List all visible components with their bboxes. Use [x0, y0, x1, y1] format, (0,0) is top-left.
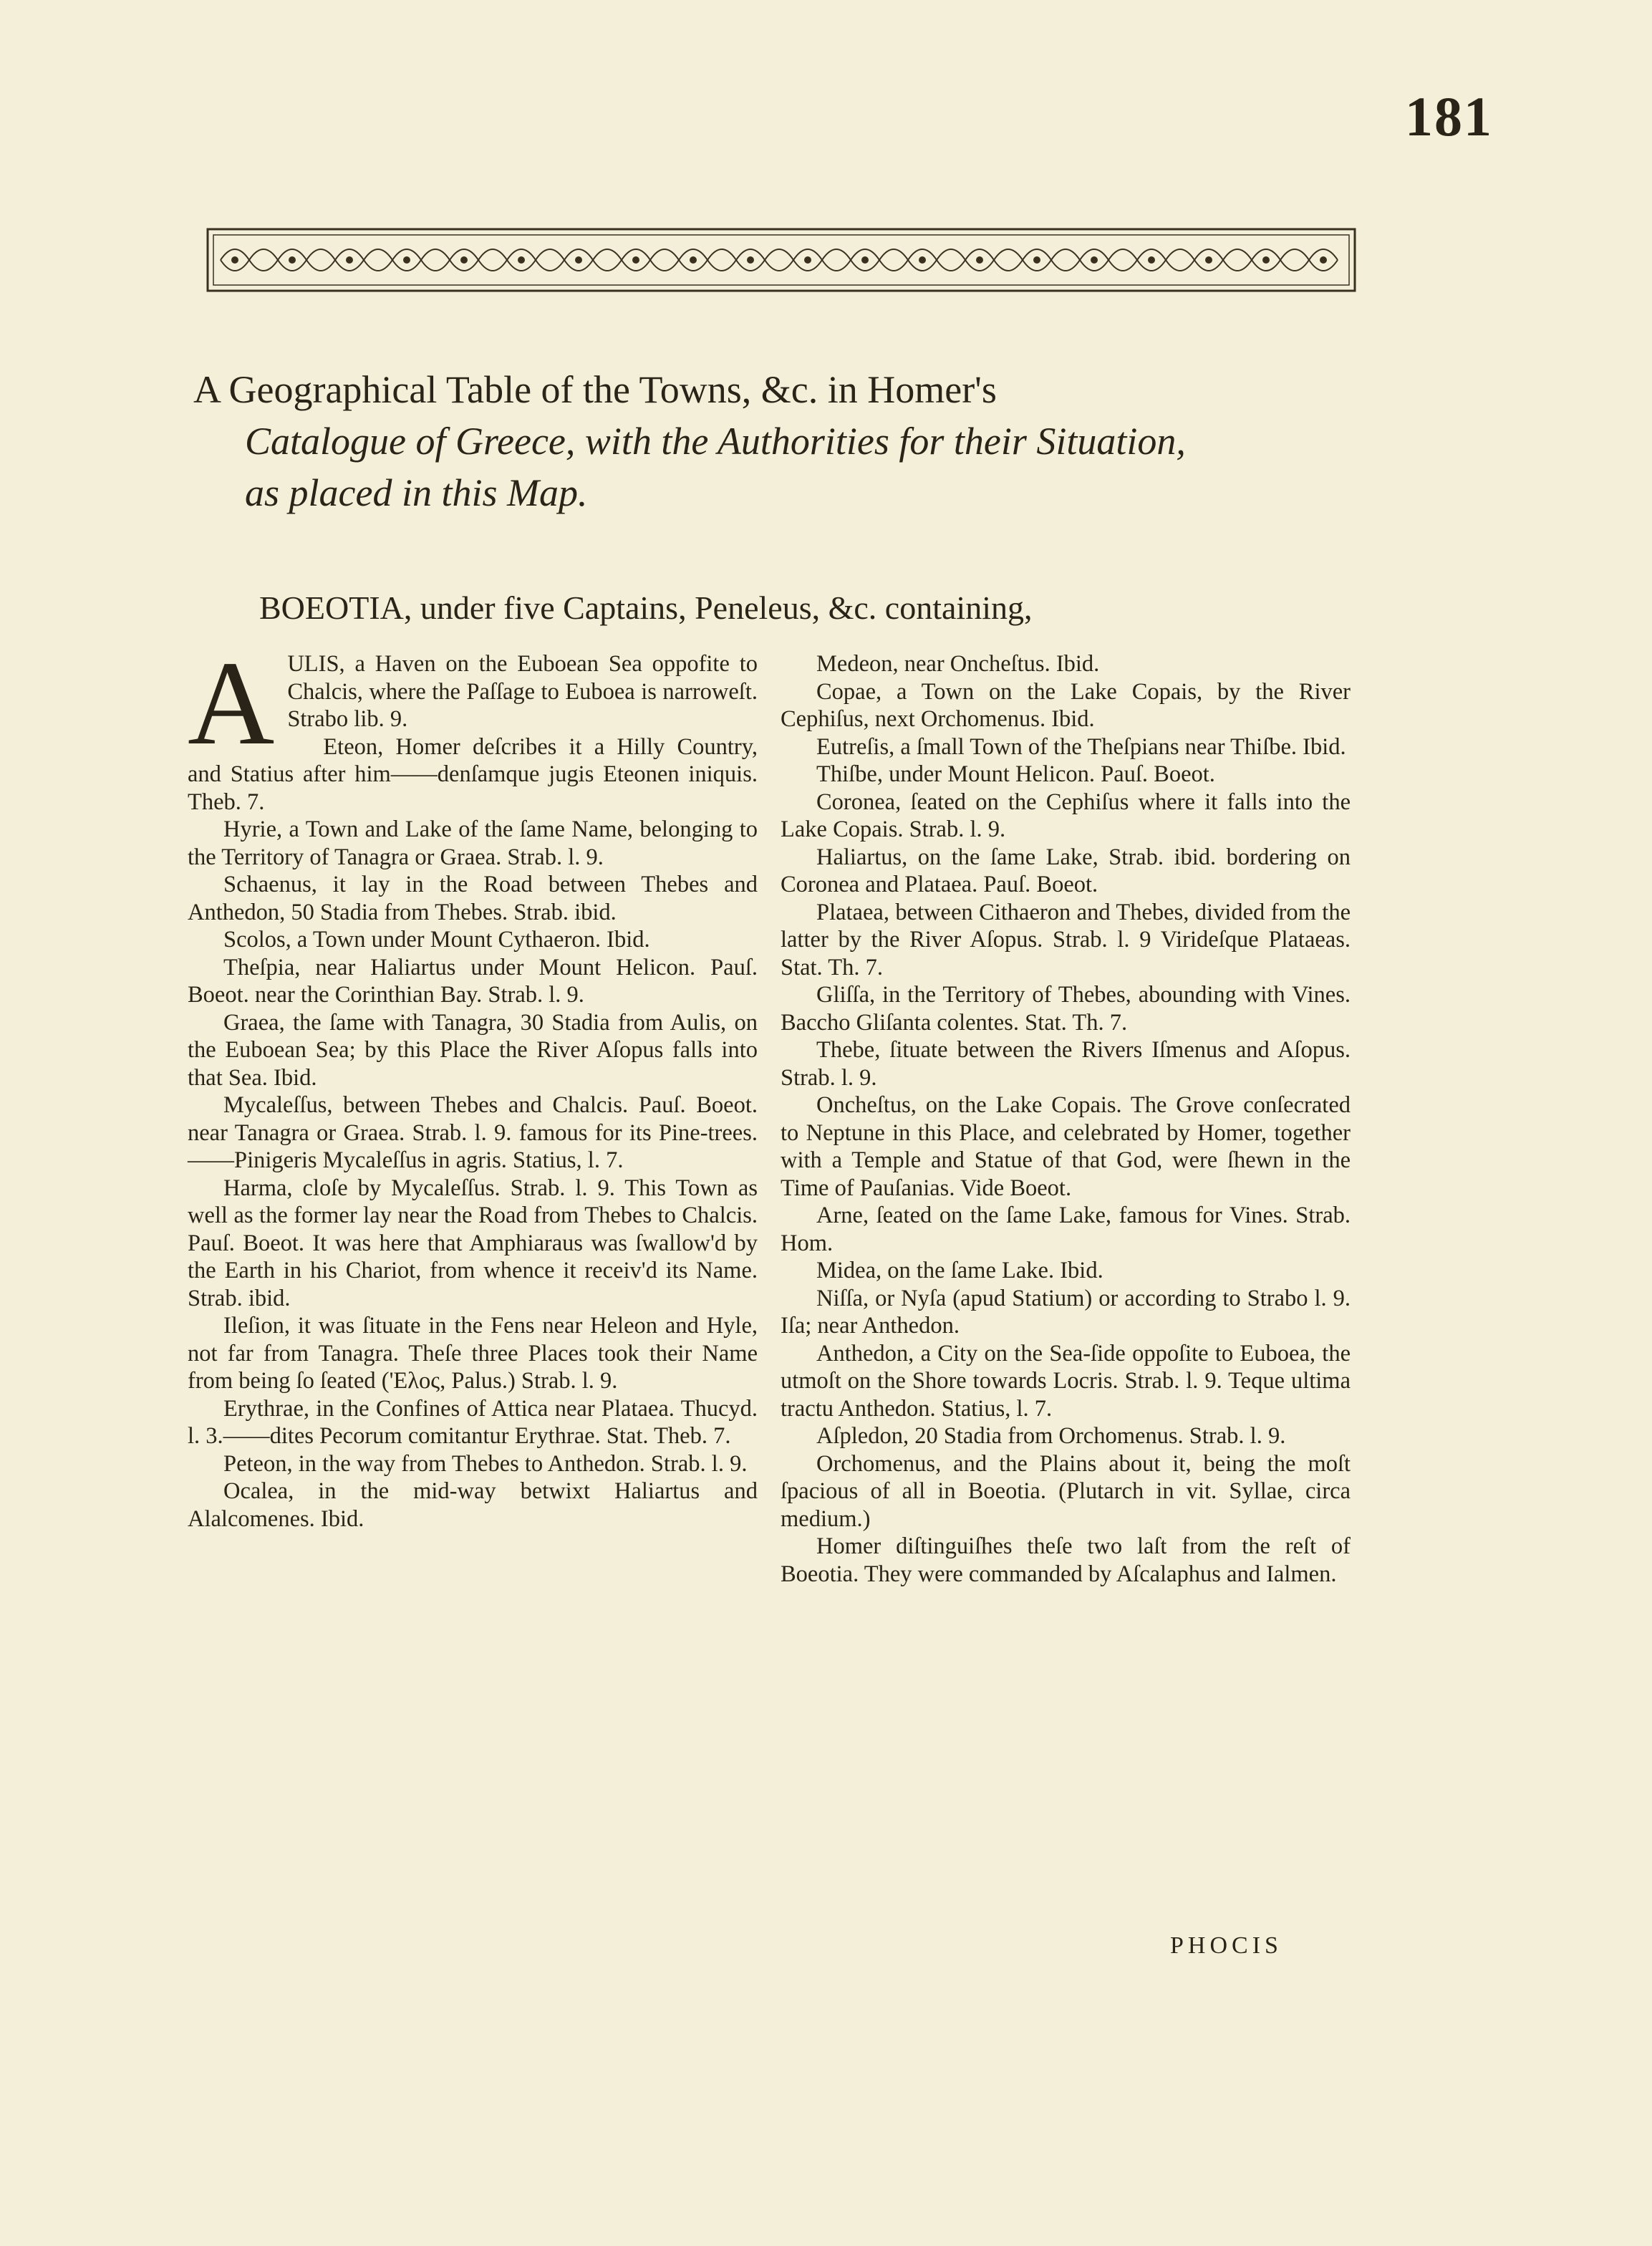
gazetteer-entry: Plataea, between Cithaeron and Thebes, divided from the latter by the River Aſopus. Strab. l. 9 Virideſque Plataeas. Stat. Th. 7.: [781, 899, 1351, 980]
title-line-1: A Geographical Table of the Towns, &c. in Homer's: [193, 368, 997, 411]
gazetteer-entry: Peteon, in the way from Thebes to Anthedon. Strab. l. 9.: [223, 1450, 748, 1477]
gazetteer-entry: Arne, ſeated on the ſame Lake, famous for Vines. Strab. Hom.: [781, 1202, 1351, 1256]
gazetteer-entry: Eteon, Homer deſcribes it a Hilly Country, and Statius after him——denſamque jugis Eteonen iniquis. Theb. 7.: [188, 733, 758, 815]
title-line-3: as placed in this Map.: [245, 471, 588, 514]
gazetteer-entry: Thiſbe, under Mount Helicon. Pauſ. Boeot.: [816, 761, 1215, 787]
gazetteer-entry: Homer diſtinguiſhes theſe two laſt from the reſt of Boeotia. They were commanded by Aſcalaphus and Ialmen.: [781, 1533, 1351, 1587]
title-line-2: Catalogue of Greece, with the Authorities for their Situation,: [245, 420, 1186, 463]
gazetteer-entry: Theſpia, near Haliartus under Mount Helicon. Pauſ. Boeot. near the Corinthian Bay. Strab. l. 9.: [188, 954, 758, 1008]
gazetteer-entry: Midea, on the ſame Lake. Ibid.: [816, 1258, 1103, 1283]
gazetteer-entry: Haliartus, on the ſame Lake, Strab. ibid. bordering on Coronea and Plataea. Pauſ. Boeot.: [781, 844, 1351, 897]
gazetteer-entry: Copae, a Town on the Lake Copais, by the River Cephiſus, next Orchomenus. Ibid.: [781, 678, 1351, 732]
gazetteer-entry: Orchomenus, and the Plains about it, being the moſt ſpacious of all in Boeotia. (Plutarch in vit. Syllae, circa medium.): [781, 1450, 1351, 1532]
gazetteer-entry: Thebe, ſituate between the Rivers Iſmenus and Aſopus. Strab. l. 9.: [781, 1037, 1351, 1091]
entry-text: ULIS, a Haven on the Euboean Sea oppofite to Chalcis, where the Paſſage to Euboea is narroweſt. Strabo lib. 9.: [287, 651, 758, 732]
page-number: 181: [1405, 85, 1493, 148]
catchword: PHOCIS: [1170, 1932, 1283, 1959]
gazetteer-entry: Coronea, ſeated on the Cephiſus where it falls into the Lake Copais. Strab. l. 9.: [781, 789, 1351, 842]
gazetteer-entry: Hyrie, a Town and Lake of the ſame Name, belonging to the Territory of Tanagra or Graea. Strab. l. 9.: [188, 816, 758, 870]
gazetteer-entry: Erythrae, in the Confines of Attica near Plataea. Thucyd. l. 3.——dites Pecorum comitantur Erythrae. Stat. Theb. 7.: [188, 1395, 758, 1449]
drop-cap: A: [188, 637, 275, 770]
section-heading: BOEOTIA, under five Captains, Peneleus, &c. containing,: [259, 589, 1033, 626]
right-column: [781, 650, 1351, 1588]
gazetteer-entry: Niſſa, or Nyſa (apud Statium) or according to Strabo l. 9. Iſa; near Anthedon.: [781, 1285, 1351, 1339]
decorative-headpiece-ornament: [206, 228, 1356, 292]
gazetteer-entry: Graea, the ſame with Tanagra, 30 Stadia from Aulis, on the Euboean Sea; by this Place the River Aſopus falls into that Sea. Ibid.: [188, 1009, 758, 1091]
gazetteer-entry: Harma, cloſe by Mycaleſſus. Strab. l. 9. This Town as well as the former lay near the Road from Thebes to Chalcis. Pauſ. Boeot. It was here that Amphiaraus was ſwallow'd by the Earth in his Chariot, from whence it receiv'd its Name. Strab. ibid.: [188, 1175, 758, 1311]
gazetteer-entry: Ocalea, in the mid-way betwixt Haliartus and Alalcomenes. Ibid.: [188, 1478, 758, 1532]
left-column: [188, 637, 758, 1533]
gazetteer-entry: Medeon, near Oncheſtus. Ibid.: [816, 651, 1100, 677]
gazetteer-entry: Oncheſtus, on the Lake Copais. The Grove conſecrated to Neptune in this Place, and celebrated by Homer, together with a Temple and Statue of that God, were ſhewn in the Time of Pauſanias. Vide Boeot.: [781, 1092, 1351, 1201]
gazetteer-entry: Mycaleſſus, between Thebes and Chalcis. Pauſ. Boeot. near Tanagra or Graea. Strab. l. 9. famous for its Pine-trees. ——Pinigeris Mycaleſſus in agris. Statius, l. 7.: [188, 1092, 758, 1173]
page-title: [193, 364, 1454, 519]
gazetteer-entry: Schaenus, it lay in the Road between Thebes and Anthedon, 50 Stadia from Thebes. Strab. ibid.: [188, 872, 758, 925]
gazetteer-entry: Gliſſa, in the Territory of Thebes, abounding with Vines. Baccho Gliſanta colentes. Stat. Th. 7.: [781, 982, 1351, 1036]
gazetteer-entry: Ileſion, it was ſituate in the Fens near Heleon and Hyle, not far from Tanagra. Theſe three Places took their Name from being ſo ſeated ('Ελος, Palus.) Strab. l. 9.: [188, 1313, 758, 1394]
gazetteer-entry: Eutreſis, a ſmall Town of the Theſpians near Thiſbe. Ibid.: [816, 733, 1346, 760]
gazetteer-entry: Aſpledon, 20 Stadia from Orchomenus. Strab. l. 9.: [816, 1423, 1286, 1449]
first-entry: [188, 637, 758, 770]
gazetteer-entry: Anthedon, a City on the Sea-ſide oppoſite to Euboea, the utmoſt on the Shore towards Locris. Strab. l. 9. Teque ultima tractu Anthedon. Statius, l. 7.: [781, 1340, 1351, 1422]
gazetteer-entry: Scolos, a Town under Mount Cythaeron. Ibid.: [223, 927, 650, 953]
